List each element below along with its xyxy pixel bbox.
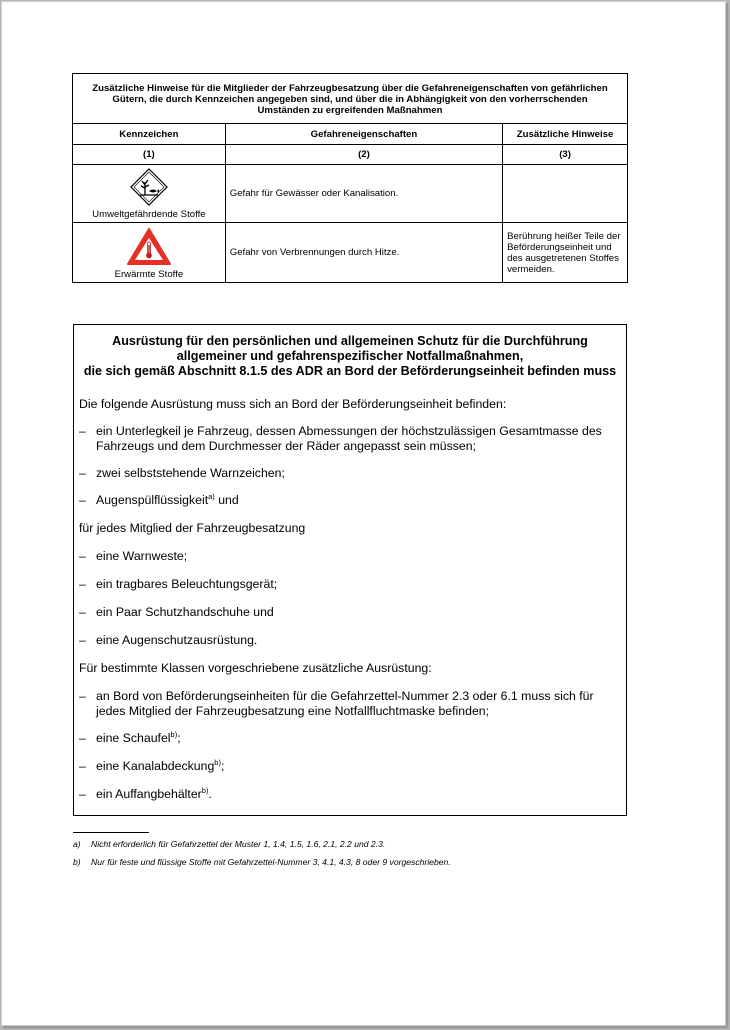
list-item: – ein Unterlegkeil je Fahrzeug, dessen Abmessungen der höchstzulässigen Gesamtmasse des Fahrzeugs und dem Durchmesser der Räder angepasst sein müssen; (79, 424, 622, 454)
table-title: Zusätzliche Hinweise für die Mitglieder der Fahrzeugbesatzung über die Gefahreneigenschaften von gefährlichen Gütern, die durch Kennzeichen angegeben sind, und über die in Abhängigkeit von den vorherrschenden Umständen zu ergreifenden Maßnahmen (73, 74, 628, 124)
footnote-b: b) Nur für feste und flüssige Stoffe mit Gefahrzettel-Nummer 3, 4.1, 4.3, 8 oder 9 vorgeschrieben. (73, 857, 451, 867)
list-item: – eine Warnweste; (79, 549, 622, 564)
document-page (1, 1, 726, 1026)
hint-text: Berührung heißer Teile der Beförderungseinheit und des ausgetretenen Stoffes vermeiden. (503, 223, 628, 283)
environmentally-hazardous-diamond-icon (129, 168, 169, 206)
symbol-label: Umweltgefährdende Stoffe (92, 209, 206, 220)
hazard-text: Gefahr für Gewässer oder Kanalisation. (225, 165, 502, 223)
list-item: – zwei selbststehende Warnzeichen; (79, 466, 622, 481)
table-row (73, 165, 628, 223)
equipment-intro: Die folgende Ausrüstung muss sich an Bord der Beförderungseinheit befinden: (79, 397, 507, 411)
elevated-temperature-triangle-icon (125, 226, 173, 266)
list-item: – ein Paar Schutzhandschuhe und (79, 605, 622, 620)
header-zusaetzliche-hinweise: Zusätzliche Hinweise (503, 124, 628, 145)
equipment-box (73, 324, 627, 816)
table-row (73, 223, 628, 283)
list-item: – ein tragbares Beleuchtungsgerät; (79, 577, 622, 592)
header-gefahreneigenschaften: Gefahreneigenschaften (225, 124, 502, 145)
symbol-cell (73, 165, 226, 223)
crew-intro: für jedes Mitglied der Fahrzeugbesatzung (79, 521, 306, 535)
list-item: – an Bord von Beförderungseinheiten für die Gefahrzettel-Nummer 2.3 oder 6.1 muss sich für jedes Mitglied der Fahrzeugbesatzung eine Notfallfluchtmaske befinden; (79, 689, 622, 719)
footnote-divider (73, 832, 149, 833)
equipment-title: Ausrüstung für den persönlichen und allgemeinen Schutz für die Durchführung allgemeiner und gefahrenspezifischer Notfallmaßnahmen, die sich gemäß Abschnitt 8.1.5 des ADR an Bord der Beförderungseinheit befinden muss (83, 334, 617, 378)
symbol-cell (73, 223, 226, 283)
list-item: – eine Augenschutzausrüstung. (79, 633, 622, 648)
list-item: – ein Auffangbehälter$^{b)}$. (79, 787, 622, 802)
class-intro: Für bestimmte Klassen vorgeschriebene zusätzliche Ausrüstung: (79, 661, 432, 675)
hazard-marks-table (72, 73, 628, 283)
list-item: – eine Kanalabdeckung$^{b)}$; (79, 759, 622, 774)
column-number-3: (3) (503, 145, 628, 165)
column-number-1: (1) (73, 145, 226, 165)
hazard-text: Gefahr von Verbrennungen durch Hitze. (225, 223, 502, 283)
list-item: – Augenspülflüssigkeit$^{a)}$ und (79, 493, 622, 508)
header-kennzeichen: Kennzeichen (73, 124, 226, 145)
list-item: – eine Schaufel$^{b)}$; (79, 731, 622, 746)
symbol-label: Erwärmte Stoffe (114, 269, 184, 280)
column-number-2: (2) (225, 145, 502, 165)
hint-text (503, 165, 628, 223)
footnote-a: a) Nicht erforderlich für Gefahrzettel der Muster 1, 1.4, 1.5, 1.6, 2.1, 2.2 und 2.3. (73, 839, 386, 849)
